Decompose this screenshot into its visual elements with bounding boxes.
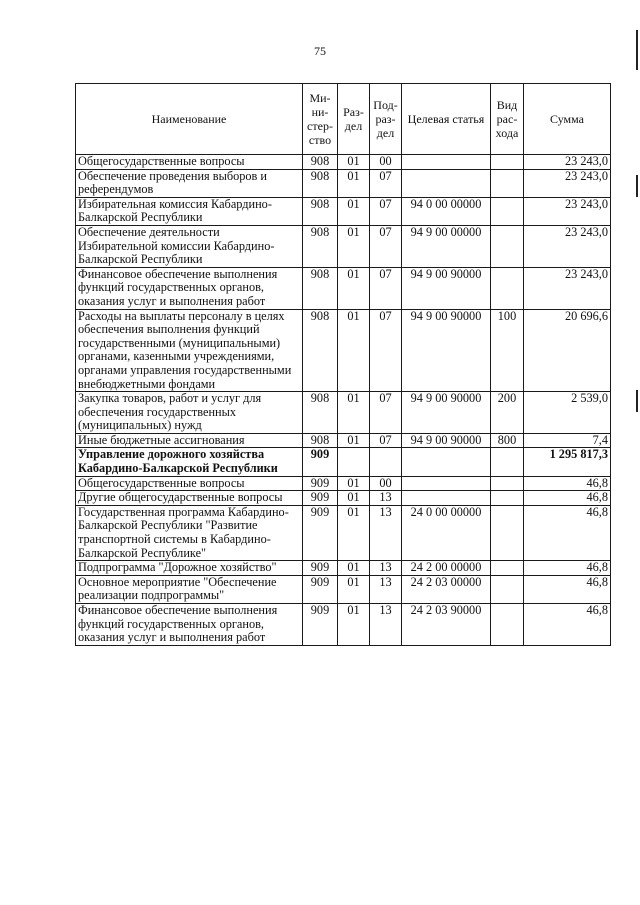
cell-expense-type [491, 491, 524, 506]
cell-amount: 23 243,0 [524, 169, 611, 197]
header-ministry: Ми-ни-стер-ство [303, 84, 338, 155]
cell-section: 01 [338, 505, 370, 560]
cell-ministry: 908 [303, 267, 338, 309]
page-edge-mark [636, 30, 638, 70]
cell-ministry: 908 [303, 309, 338, 392]
cell-section: 01 [338, 197, 370, 225]
cell-name: Закупка товаров, работ и услуг для обеспечения государственных (муниципальных) нужд [76, 392, 303, 434]
cell-amount: 46,8 [524, 604, 611, 646]
cell-amount: 20 696,6 [524, 309, 611, 392]
cell-name: Обеспечение деятельности Избирательной комиссии Кабардино-Балкарской Республики [76, 225, 303, 267]
cell-ministry: 909 [303, 575, 338, 603]
table-row [76, 392, 611, 434]
cell-section: 01 [338, 225, 370, 267]
cell-ministry: 909 [303, 448, 338, 476]
cell-subsection: 13 [370, 561, 402, 576]
cell-amount: 23 243,0 [524, 197, 611, 225]
cell-ministry: 908 [303, 433, 338, 448]
header-section: Раз-дел [338, 84, 370, 155]
cell-ministry: 908 [303, 392, 338, 434]
cell-amount: 23 243,0 [524, 155, 611, 170]
cell-expense-type [491, 476, 524, 491]
cell-target: 24 2 00 00000 [402, 561, 491, 576]
table-row [76, 604, 611, 646]
cell-subsection: 00 [370, 476, 402, 491]
header-target: Целевая статья [402, 84, 491, 155]
table-body [76, 155, 611, 646]
cell-subsection: 13 [370, 575, 402, 603]
cell-name: Основное мероприятие "Обеспечение реализации подпрограммы" [76, 575, 303, 603]
cell-subsection: 00 [370, 155, 402, 170]
cell-subsection: 07 [370, 197, 402, 225]
cell-amount: 2 539,0 [524, 392, 611, 434]
header-subsection: Под-раз-дел [370, 84, 402, 155]
cell-expense-type [491, 505, 524, 560]
cell-target: 94 0 00 00000 [402, 197, 491, 225]
cell-subsection: 07 [370, 169, 402, 197]
cell-target: 24 2 03 00000 [402, 575, 491, 603]
cell-name: Финансовое обеспечение выполнения функций государственных органов, оказания услуг и выполнения работ [76, 604, 303, 646]
header-amount: Сумма [524, 84, 611, 155]
table-row [76, 491, 611, 506]
cell-expense-type [491, 197, 524, 225]
cell-name: Финансовое обеспечение выполнения функций государственных органов, оказания услуг и выполнения работ [76, 267, 303, 309]
cell-ministry: 909 [303, 476, 338, 491]
cell-target [402, 155, 491, 170]
cell-ministry: 909 [303, 491, 338, 506]
cell-ministry: 908 [303, 169, 338, 197]
cell-amount: 46,8 [524, 491, 611, 506]
cell-amount: 7,4 [524, 433, 611, 448]
table-header-row [76, 84, 611, 155]
cell-expense-type [491, 604, 524, 646]
cell-expense-type: 200 [491, 392, 524, 434]
cell-section: 01 [338, 169, 370, 197]
cell-amount: 23 243,0 [524, 225, 611, 267]
cell-expense-type [491, 267, 524, 309]
page-number: 75 [314, 44, 326, 58]
cell-name: Обеспечение проведения выборов и референдумов [76, 169, 303, 197]
table-row [76, 309, 611, 392]
cell-section: 01 [338, 309, 370, 392]
cell-section: 01 [338, 561, 370, 576]
cell-target: 94 9 00 00000 [402, 225, 491, 267]
cell-name: Управление дорожного хозяйства Кабардино-Балкарской Республики [76, 448, 303, 476]
header-name: Наименование [76, 84, 303, 155]
cell-ministry: 909 [303, 561, 338, 576]
table-row [76, 225, 611, 267]
cell-name: Иные бюджетные ассигнования [76, 433, 303, 448]
cell-name: Государственная программа Кабардино-Балкарской Республики "Развитие транспортной системы в Кабардино-Балкарской Республике" [76, 505, 303, 560]
cell-name: Другие общегосударственные вопросы [76, 491, 303, 506]
cell-subsection: 13 [370, 604, 402, 646]
cell-subsection: 07 [370, 225, 402, 267]
cell-target: 94 9 00 90000 [402, 267, 491, 309]
cell-name: Расходы на выплаты персоналу в целях обеспечения выполнения функций государственными (муниципальными) органами, казенными учреждениями, органами управления государственными внебюджетными фондами [76, 309, 303, 392]
cell-expense-type [491, 575, 524, 603]
cell-name: Избирательная комиссия Кабардино-Балкарской Республики [76, 197, 303, 225]
cell-target [402, 491, 491, 506]
table-row [76, 197, 611, 225]
cell-name: Подпрограмма "Дорожное хозяйство" [76, 561, 303, 576]
table-row [76, 505, 611, 560]
cell-ministry: 908 [303, 197, 338, 225]
page-edge-mark [636, 390, 638, 412]
cell-section: 01 [338, 267, 370, 309]
cell-target: 24 2 03 90000 [402, 604, 491, 646]
cell-expense-type [491, 448, 524, 476]
cell-target: 94 9 00 90000 [402, 433, 491, 448]
cell-section: 01 [338, 604, 370, 646]
cell-subsection: 13 [370, 491, 402, 506]
cell-section: 01 [338, 155, 370, 170]
cell-amount: 46,8 [524, 476, 611, 491]
cell-expense-type [491, 225, 524, 267]
cell-subsection: 07 [370, 433, 402, 448]
cell-section: 01 [338, 476, 370, 491]
cell-expense-type: 800 [491, 433, 524, 448]
cell-subsection [370, 448, 402, 476]
cell-expense-type [491, 169, 524, 197]
cell-amount: 46,8 [524, 561, 611, 576]
cell-expense-type: 100 [491, 309, 524, 392]
table-row [76, 575, 611, 603]
cell-amount: 23 243,0 [524, 267, 611, 309]
table-row [76, 155, 611, 170]
budget-table [75, 83, 611, 646]
cell-amount: 46,8 [524, 505, 611, 560]
cell-section: 01 [338, 575, 370, 603]
cell-target: 94 9 00 90000 [402, 392, 491, 434]
cell-section [338, 448, 370, 476]
table-row [76, 476, 611, 491]
cell-amount: 46,8 [524, 575, 611, 603]
cell-subsection: 13 [370, 505, 402, 560]
cell-target: 24 0 00 00000 [402, 505, 491, 560]
cell-subsection: 07 [370, 309, 402, 392]
cell-target [402, 476, 491, 491]
cell-target: 94 9 00 90000 [402, 309, 491, 392]
cell-amount: 1 295 817,3 [524, 448, 611, 476]
cell-name: Общегосударственные вопросы [76, 155, 303, 170]
cell-target [402, 448, 491, 476]
cell-expense-type [491, 561, 524, 576]
table-row [76, 267, 611, 309]
table-row [76, 169, 611, 197]
table-row [76, 561, 611, 576]
cell-ministry: 908 [303, 225, 338, 267]
cell-expense-type [491, 155, 524, 170]
cell-ministry: 909 [303, 604, 338, 646]
cell-ministry: 909 [303, 505, 338, 560]
cell-section: 01 [338, 392, 370, 434]
cell-name: Общегосударственные вопросы [76, 476, 303, 491]
table-row [76, 433, 611, 448]
header-expense-type: Вид рас-хода [491, 84, 524, 155]
cell-section: 01 [338, 491, 370, 506]
cell-subsection: 07 [370, 392, 402, 434]
cell-section: 01 [338, 433, 370, 448]
cell-ministry: 908 [303, 155, 338, 170]
cell-target [402, 169, 491, 197]
cell-subsection: 07 [370, 267, 402, 309]
table-row [76, 448, 611, 476]
page-edge-mark [636, 175, 638, 197]
